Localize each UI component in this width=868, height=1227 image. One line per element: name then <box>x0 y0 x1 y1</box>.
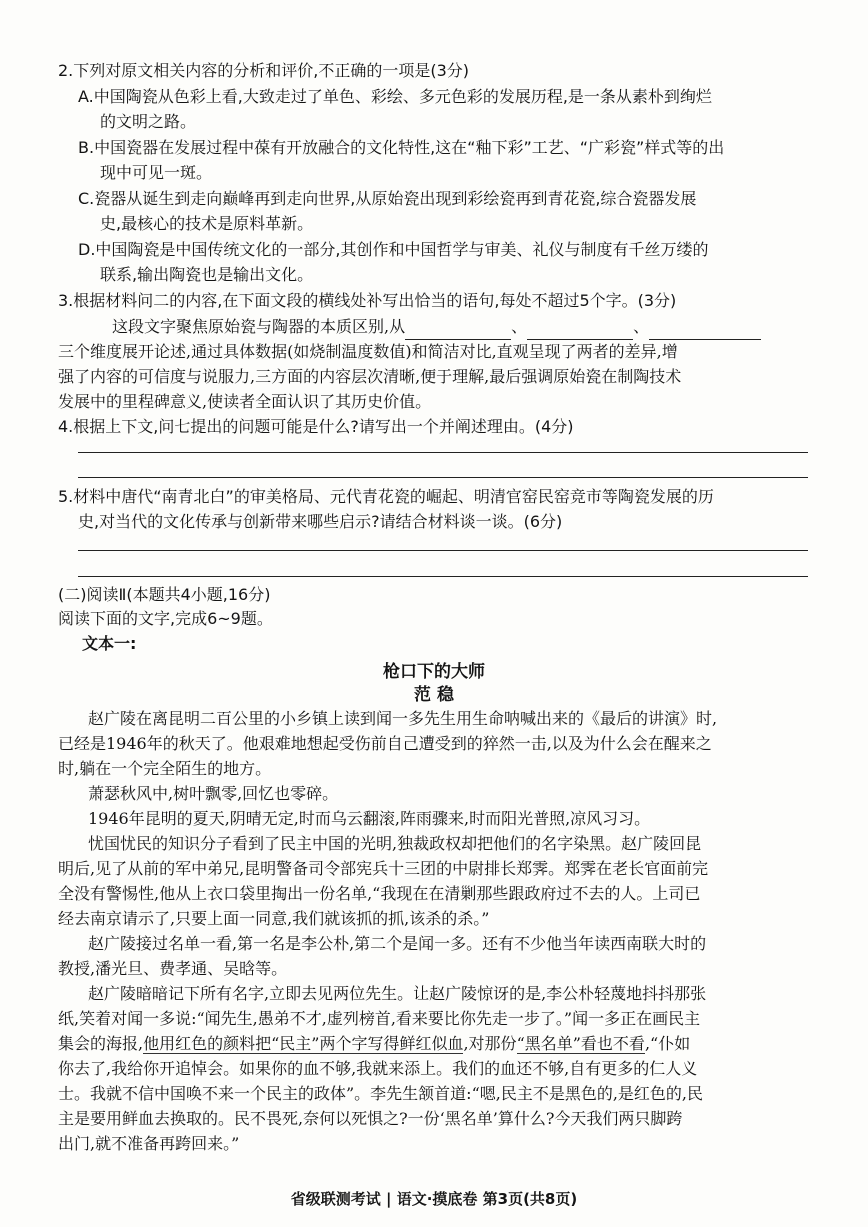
q3-sep-2: 、 <box>633 317 650 336</box>
story-p6-line1: 赵广陵暗暗记下所有名字,立即去见两位先生。让赵广陵惊讶的是,李公朴轻蔑地抖抖那张 <box>88 984 707 1003</box>
q2-option-a-cont: 的文明之路。 <box>100 112 197 131</box>
section-instruction: 阅读下面的文字,完成6~9题。 <box>58 609 273 628</box>
article-author: 范 稳 <box>414 685 454 705</box>
q3-blank-1[interactable] <box>405 321 511 340</box>
story-p6-line5: 士。我就不信中国唤不来一个民主的政体”。李先生颔首道:“嗯,民主不是黑色的,是红色的,民 <box>58 1084 704 1103</box>
story-p4-line1: 忧国忧民的知识分子看到了民主中国的光明,独裁政权却把他们的名字染黑。赵广陵回昆 <box>88 834 702 853</box>
story-p6-line3-pre: 集会的海报, <box>58 1034 144 1053</box>
q2-option-c-cont: 史,最核心的技术是原料革新。 <box>100 214 314 233</box>
text-one-label: 文本一: <box>82 634 137 653</box>
q4-answer-line-2[interactable] <box>78 477 808 478</box>
page-footer: 省级联测考试 | 语文·摸底卷 第3页(共8页) <box>290 1190 578 1208</box>
q2-option-d: D.中国陶瓷是中国传统文化的一部分,其创作和中国哲学与审美、礼仪与制度有千丝万缕的 <box>78 240 709 259</box>
q2-option-a: A.中国陶瓷从色彩上看,大致走过了单色、彩绘、多元色彩的发展历程,是一条从素朴到绚烂 <box>78 87 712 106</box>
story-p1-line3: 时,躺在一个完全陌生的地方。 <box>58 759 272 778</box>
story-p4-line3: 全没有警惕性,他从上衣口袋里掏出一份名单,“我现在在清剿那些跟政府过不去的人。上司已 <box>58 884 701 903</box>
story-p6-line4: 你去了,我给你开追悼会。如果你的血不够,我就来添上。我们的血还不够,自有更多的仁人义 <box>58 1059 698 1078</box>
q4-stem: 4.根据上下文,问七提出的问题可能是什么?请写出一个并阐述理由。(4分) <box>58 417 574 436</box>
q3-passage-line3: 强了内容的可信度与说服力,三方面的内容层次清晰,便于理解,最后强调原始瓷在制陶技术 <box>58 367 682 386</box>
q2-option-d-cont: 联系,输出陶瓷也是输出文化。 <box>100 265 314 284</box>
q3-passage-line1 <box>112 314 866 340</box>
story-p6-line3-post: ,“仆如 <box>644 1034 691 1053</box>
q4-answer-line-1[interactable] <box>78 452 808 453</box>
underlined-sentence-1: 他用红色的颜料把“民主”两个字写得鲜红似血 <box>143 1034 464 1053</box>
q5-stem: 5.材料中唐代“南青北白”的审美格局、元代青花瓷的崛起、明清官窑民窑竞市等陶瓷发展的历 <box>58 487 714 506</box>
q5-stem-cont: 史,对当代的文化传承与创新带来哪些启示?请结合材料谈一谈。(6分) <box>78 512 563 531</box>
q3-passage-start: 这段文字聚焦原始瓷与陶器的本质区别,从 <box>112 317 406 336</box>
story-p2: 萧瑟秋风中,树叶飘零,回忆也零碎。 <box>88 784 339 803</box>
story-p3: 1946年昆明的夏天,阴晴无定,时而乌云翻滚,阵雨骤来,时而阳光普照,凉风习习。 <box>88 809 651 828</box>
q3-sep-1: 、 <box>511 317 528 336</box>
q3-blank-3[interactable] <box>649 321 761 340</box>
story-p4-line2: 明后,见了从前的军中弟兄,昆明警备司令部宪兵十三团的中尉排长郑霁。郑霁在老长官面前完 <box>58 859 709 878</box>
q3-passage-line4: 发展中的里程碑意义,使读者全面认识了其历史价值。 <box>58 392 432 411</box>
q3-blank-2[interactable] <box>527 321 633 340</box>
story-p1-line1: 赵广陵在离昆明二百公里的小乡镇上读到闻一多先生用生命呐喊出来的《最后的讲演》时, <box>88 709 718 728</box>
story-p6-line6: 主是要用鲜血去换取的。民不畏死,奈何以死惧之?一份‘黑名单’算什么?今天我们两只脚跨 <box>58 1109 683 1128</box>
q3-stem: 3.根据材料问二的内容,在下面文段的横线处补写出恰当的语句,每处不超过5个字。(3分) <box>58 291 677 310</box>
article-title: 枪口下的大师 <box>383 662 485 682</box>
q3-passage-line2: 三个维度展开论述,通过具体数据(如烧制温度数值)和简洁对比,直观呈现了两者的差异,增 <box>58 342 678 361</box>
story-p4-line4: 经去南京请示了,只要上面一同意,我们就该抓的抓,该杀的杀。” <box>58 909 490 928</box>
story-p1-line2: 已经是1946年的秋天了。他艰难地想起受伤前自己遭受到的猝然一击,以及为什么会在醒来之 <box>58 734 712 753</box>
q2-stem: 2.下列对原文相关内容的分析和评价,不正确的一项是(3分) <box>58 61 470 80</box>
q5-answer-line-1[interactable] <box>78 550 808 551</box>
q5-answer-line-2[interactable] <box>78 576 808 577</box>
q2-option-b-cont: 现中可见一斑。 <box>100 163 213 182</box>
q2-option-b: B.中国瓷器在发展过程中葆有开放融合的文化特性,这在“釉下彩”工艺、“广彩瓷”样式等的出 <box>78 138 725 157</box>
story-p6-line7: 出门,就不准备再跨回来。” <box>58 1134 240 1153</box>
story-p6-line3 <box>58 1031 812 1057</box>
q2-option-c: C.瓷器从诞生到走向巅峰再到走向世界,从原始瓷出现到彩绘瓷再到青花瓷,综合瓷器发展 <box>78 189 697 208</box>
story-p5-line1: 赵广陵接过名单一看,第一名是李公朴,第二个是闻一多。还有不少他当年读西南联大时的 <box>88 934 707 953</box>
underlined-sentence-2: “黑名单”看也不看 <box>516 1034 645 1053</box>
story-p6-line3-mid: ,对那份 <box>463 1034 517 1053</box>
story-p6-line2: 纸,笑着对闻一多说:“闻先生,愚弟不才,虚列榜首,看来要比你先走一步了。”闻一多正在画民主 <box>58 1009 701 1028</box>
section-heading: (二)阅读Ⅱ(本题共4小题,16分) <box>58 585 271 604</box>
story-p5-line2: 教授,潘光旦、费孝通、吴晗等。 <box>58 959 288 978</box>
